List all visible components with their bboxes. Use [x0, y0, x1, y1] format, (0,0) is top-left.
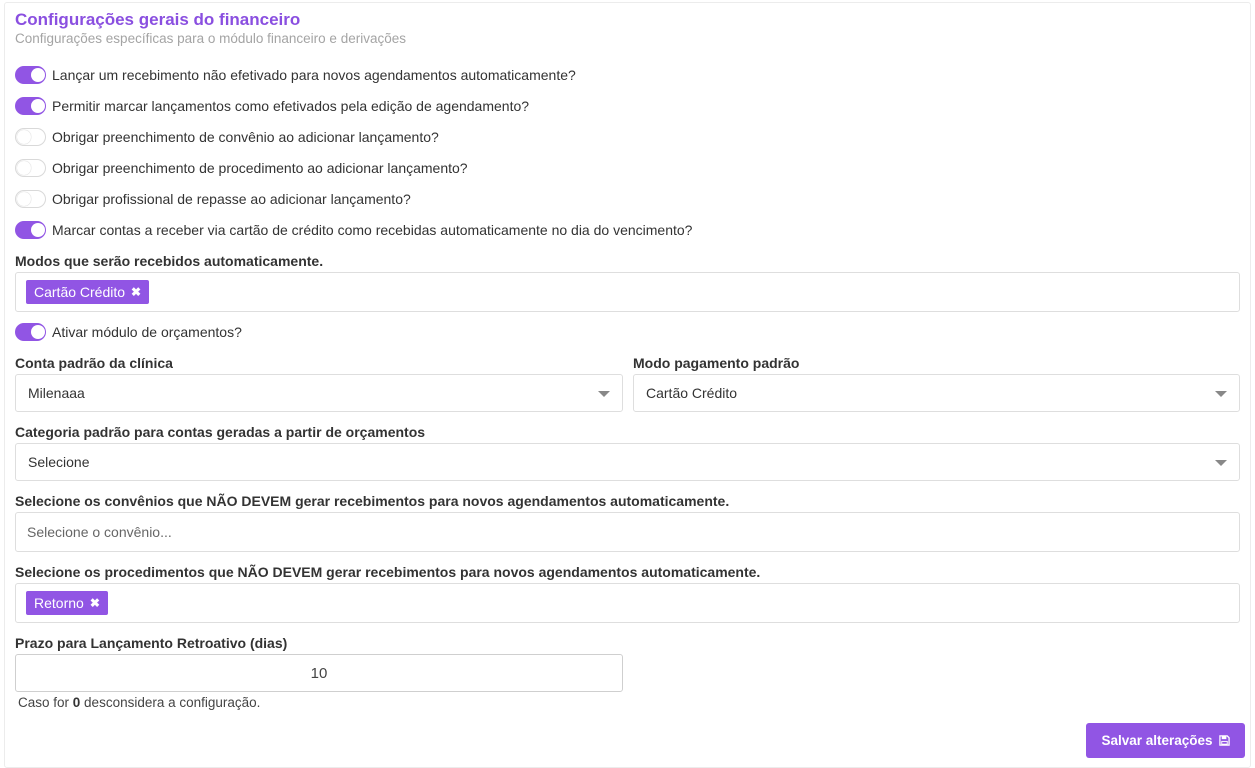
toggle-label: Obrigar preenchimento de procedimento ao adicionar lançamento? — [52, 160, 468, 176]
toggle-switch[interactable] — [15, 190, 46, 208]
toggle-label: Obrigar profissional de repasse ao adicionar lançamento? — [52, 191, 411, 207]
page-title: Configurações gerais do financeiro — [15, 10, 301, 29]
toggle-row-credit-card-auto[interactable] — [15, 220, 692, 240]
floppy-disk-icon — [1219, 735, 1230, 746]
toggle-switch[interactable] — [15, 323, 46, 341]
hint-prefix: Caso for — [18, 695, 73, 710]
toggle-label: Lançar um recebimento não efetivado para novos agendamentos automaticamente? — [52, 67, 576, 83]
default-account-select[interactable] — [15, 374, 623, 412]
default-payment-mode-label: Modo pagamento padrão — [633, 355, 800, 371]
toggle-row-mark-effective[interactable] — [15, 96, 529, 116]
toggle-row-budget-module[interactable] — [15, 322, 242, 342]
toggle-knob — [17, 192, 31, 206]
auto-modes-label: Modos que serão recebidos automaticamente. — [15, 253, 324, 269]
default-account-label: Conta padrão da clínica — [15, 355, 173, 371]
excluded-procedures-multiselect[interactable] — [15, 583, 1240, 623]
toggle-knob — [31, 99, 45, 113]
toggle-switch[interactable] — [15, 159, 46, 177]
retroactive-hint — [18, 695, 260, 710]
save-button[interactable] — [1086, 723, 1245, 758]
toggle-label: Permitir marcar lançamentos como efetivados pela edição de agendamento? — [52, 98, 530, 114]
excluded-procedures-label: Selecione os procedimentos que NÃO DEVEM gerar recebimentos para novos agendamentos automaticamente. — [15, 564, 761, 580]
retroactive-label: Prazo para Lançamento Retroativo (dias) — [15, 635, 288, 651]
toggle-knob — [31, 325, 45, 339]
hint-bold: 0 — [72, 695, 81, 710]
auto-modes-multiselect[interactable] — [15, 272, 1240, 312]
toggle-switch[interactable] — [15, 66, 46, 84]
default-category-select[interactable] — [15, 443, 1240, 481]
excluded-insurances-label: Selecione os convênios que NÃO DEVEM gerar recebimentos para novos agendamentos automaticamente. — [15, 493, 730, 509]
toggle-row-require-procedure[interactable] — [15, 158, 468, 178]
remove-tag-icon[interactable]: ✖ — [131, 285, 142, 299]
toggle-knob — [17, 130, 31, 144]
insurance-placeholder: Selecione o convênio... — [27, 524, 172, 540]
toggle-row-require-insurance[interactable] — [15, 127, 439, 147]
excluded-insurances-multiselect[interactable] — [15, 512, 1240, 552]
page-subtitle: Configurações específicas para o módulo financeiro e derivações — [15, 31, 406, 46]
toggle-label: Marcar contas a receber via cartão de crédito como recebidas automaticamente no dia do vencimento? — [52, 222, 693, 238]
toggle-knob — [31, 223, 45, 237]
toggle-label: Ativar módulo de orçamentos? — [52, 324, 242, 340]
caret-down-icon — [1215, 391, 1227, 397]
toggle-switch[interactable] — [15, 128, 46, 146]
toggle-label: Obrigar preenchimento de convênio ao adicionar lançamento? — [52, 129, 439, 145]
toggle-row-launch-receipt[interactable] — [15, 65, 576, 85]
hint-suffix: desconsidera a configuração. — [80, 695, 261, 710]
toggle-switch[interactable] — [15, 221, 46, 239]
select-value: Cartão Crédito — [646, 385, 738, 401]
select-value: Milenaaa — [28, 385, 85, 401]
toggle-switch[interactable] — [15, 97, 46, 115]
caret-down-icon — [1215, 460, 1227, 466]
toggle-knob — [17, 161, 31, 175]
retroactive-days-input[interactable] — [15, 654, 623, 692]
select-value: Selecione — [28, 454, 90, 470]
default-payment-mode-select[interactable] — [633, 374, 1240, 412]
toggle-knob — [31, 68, 45, 82]
remove-tag-icon[interactable]: ✖ — [89, 596, 100, 610]
selected-tag — [26, 280, 149, 304]
selected-tag — [26, 591, 108, 615]
default-category-label: Categoria padrão para contas geradas a partir de orçamentos — [15, 424, 426, 440]
tag-label: Retorno — [34, 595, 84, 611]
save-button-label: Salvar alterações — [1101, 733, 1213, 748]
tag-label: Cartão Crédito — [34, 284, 126, 300]
caret-down-icon — [598, 391, 610, 397]
toggle-row-require-professional[interactable] — [15, 189, 411, 209]
